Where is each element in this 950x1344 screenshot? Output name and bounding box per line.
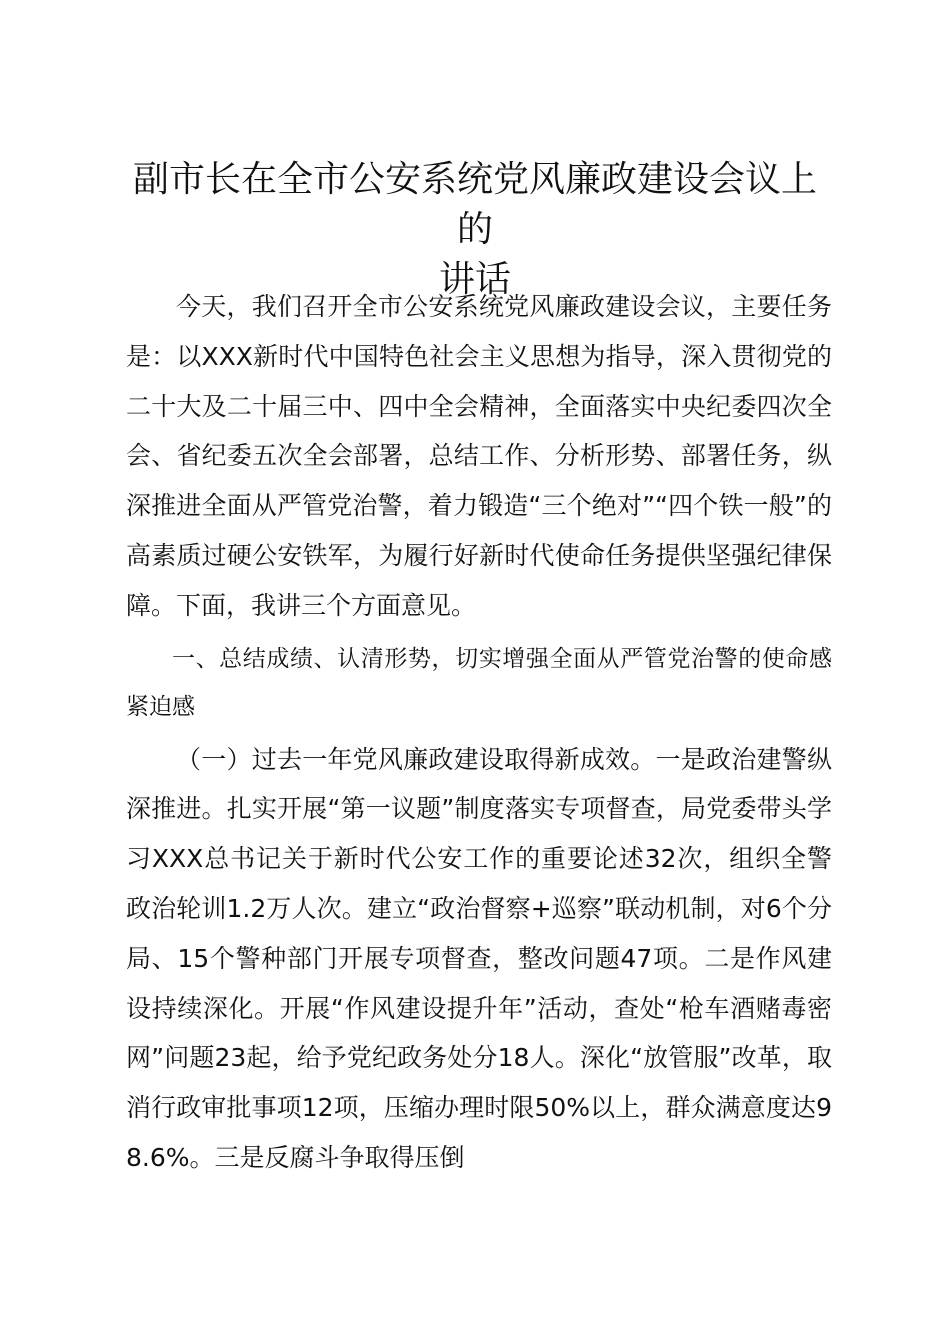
title-line-1: 副市长在全市公安系统党风廉政建设会议上的 <box>132 159 817 250</box>
section-1-paragraph: （一）过去一年党风廉政建设取得新成效。一是政治建警纵深推进。扎实开展“第一议题”制度落实专项督查，局党委带头学习XXX总书记关于新时代公安工作的重要论述32次，组织全警政治轮训1.2万人次。建立“政治督察+巡察”联动机制，对6个分局、15个警种部门开展专项督查，整改问题47项。二是作风建设持续深化。开展“作风建设提升年”活动，查处“枪车酒赌毒密网”问题23起，给予党纪政务处分18人。深化“放管服”改革，取消行政审批事项12项，压缩办理时限50%以上，群众满意度达98.6%。三是反腐斗争取得压倒 <box>126 744 832 1172</box>
document-body <box>126 282 832 1183</box>
title-line-2: 讲话 <box>438 259 511 300</box>
intro-paragraph: 今天，我们召开全市公安系统党风廉政建设会议，主要任务是：以XXX新时代中国特色社会主义思想为指导，深入贯彻党的二十大及二十届三中、四中全会精神，全面落实中央纪委四次全会、省纪委五次全会部署，总结工作、分析形势、部署任务，纵深推进全面从严管党治警，着力锻造“三个绝对”“四个铁一般”的高素质过硬公安铁军，为履行好新时代使命任务提供坚强纪律保障。下面，我讲三个方面意见。 <box>126 292 832 620</box>
section-1-heading: 一、总结成绩、认清形势，切实增强全面从严管党治警的使命感紧迫感 <box>126 645 832 720</box>
